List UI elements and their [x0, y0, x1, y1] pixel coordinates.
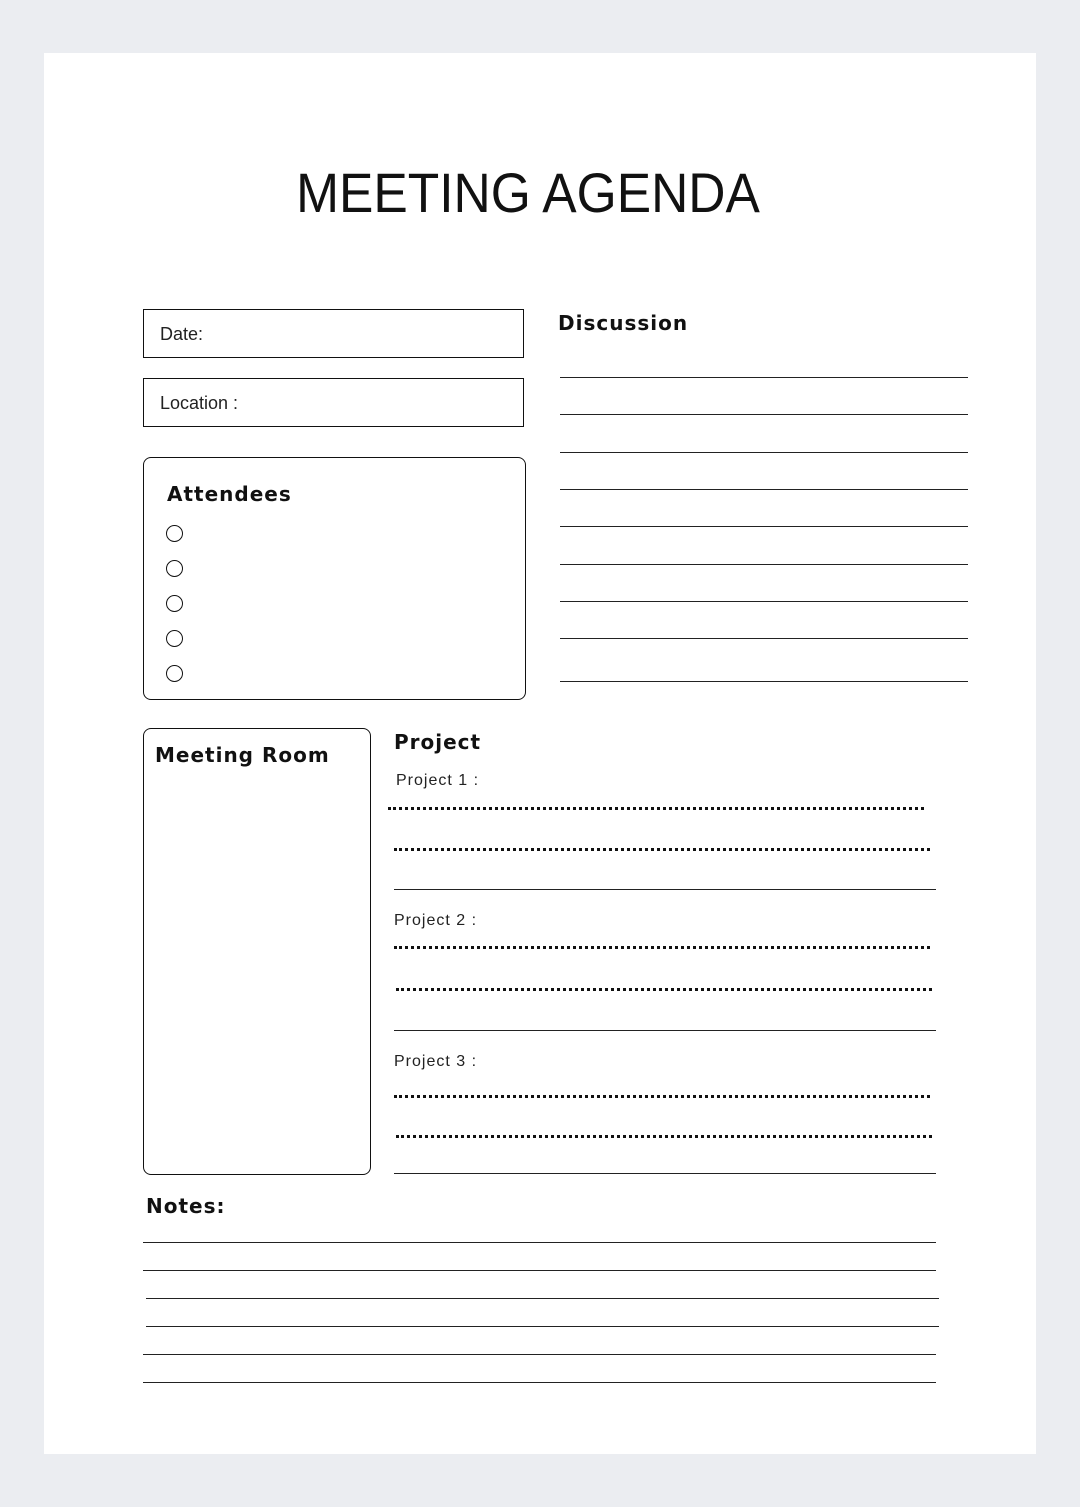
- project-heading: Project: [394, 730, 482, 754]
- project-1-line[interactable]: [394, 889, 936, 890]
- attendees-heading: Attendees: [167, 482, 292, 506]
- date-field[interactable]: [143, 309, 524, 358]
- project-1-dotted-line[interactable]: [394, 848, 930, 851]
- location-label: Location :: [160, 393, 239, 413]
- discussion-heading: Discussion: [558, 311, 689, 335]
- notes-line[interactable]: [143, 1354, 936, 1355]
- project-3-dotted-line[interactable]: [394, 1095, 930, 1098]
- attendee-checkbox[interactable]: [166, 560, 183, 577]
- project-2-dotted-line[interactable]: [394, 946, 930, 949]
- discussion-line[interactable]: [560, 681, 968, 682]
- location-field[interactable]: [143, 378, 524, 427]
- attendees-box: [143, 457, 526, 700]
- project-1-label: Project 1 :: [396, 772, 480, 789]
- discussion-line[interactable]: [560, 489, 968, 490]
- project-2-dotted-line[interactable]: [396, 988, 932, 991]
- discussion-line[interactable]: [560, 452, 968, 453]
- attendee-checkbox[interactable]: [166, 595, 183, 612]
- discussion-line[interactable]: [560, 377, 968, 378]
- project-3-line[interactable]: [394, 1173, 936, 1174]
- attendee-checkbox[interactable]: [166, 665, 183, 682]
- discussion-line[interactable]: [560, 564, 968, 565]
- attendee-checkbox[interactable]: [166, 630, 183, 647]
- discussion-line[interactable]: [560, 601, 968, 602]
- project-3-label: Project 3 :: [394, 1053, 478, 1070]
- attendee-checkbox[interactable]: [166, 525, 183, 542]
- notes-line[interactable]: [143, 1242, 936, 1243]
- meeting-room-box[interactable]: [143, 728, 371, 1175]
- notes-line[interactable]: [146, 1298, 939, 1299]
- notes-heading: Notes:: [146, 1194, 226, 1218]
- page-title: MEETING AGENDA: [296, 161, 760, 224]
- project-3-dotted-line[interactable]: [396, 1135, 932, 1138]
- date-label: Date:: [160, 324, 204, 344]
- discussion-line[interactable]: [560, 638, 968, 639]
- discussion-line[interactable]: [560, 414, 968, 415]
- notes-line[interactable]: [143, 1270, 936, 1271]
- discussion-line[interactable]: [560, 526, 968, 527]
- project-1-dotted-line[interactable]: [388, 807, 924, 810]
- meeting-room-heading: Meeting Room: [155, 743, 330, 767]
- project-2-line[interactable]: [394, 1030, 936, 1031]
- notes-line[interactable]: [143, 1382, 936, 1383]
- project-2-label: Project 2 :: [394, 912, 478, 929]
- notes-line[interactable]: [146, 1326, 939, 1327]
